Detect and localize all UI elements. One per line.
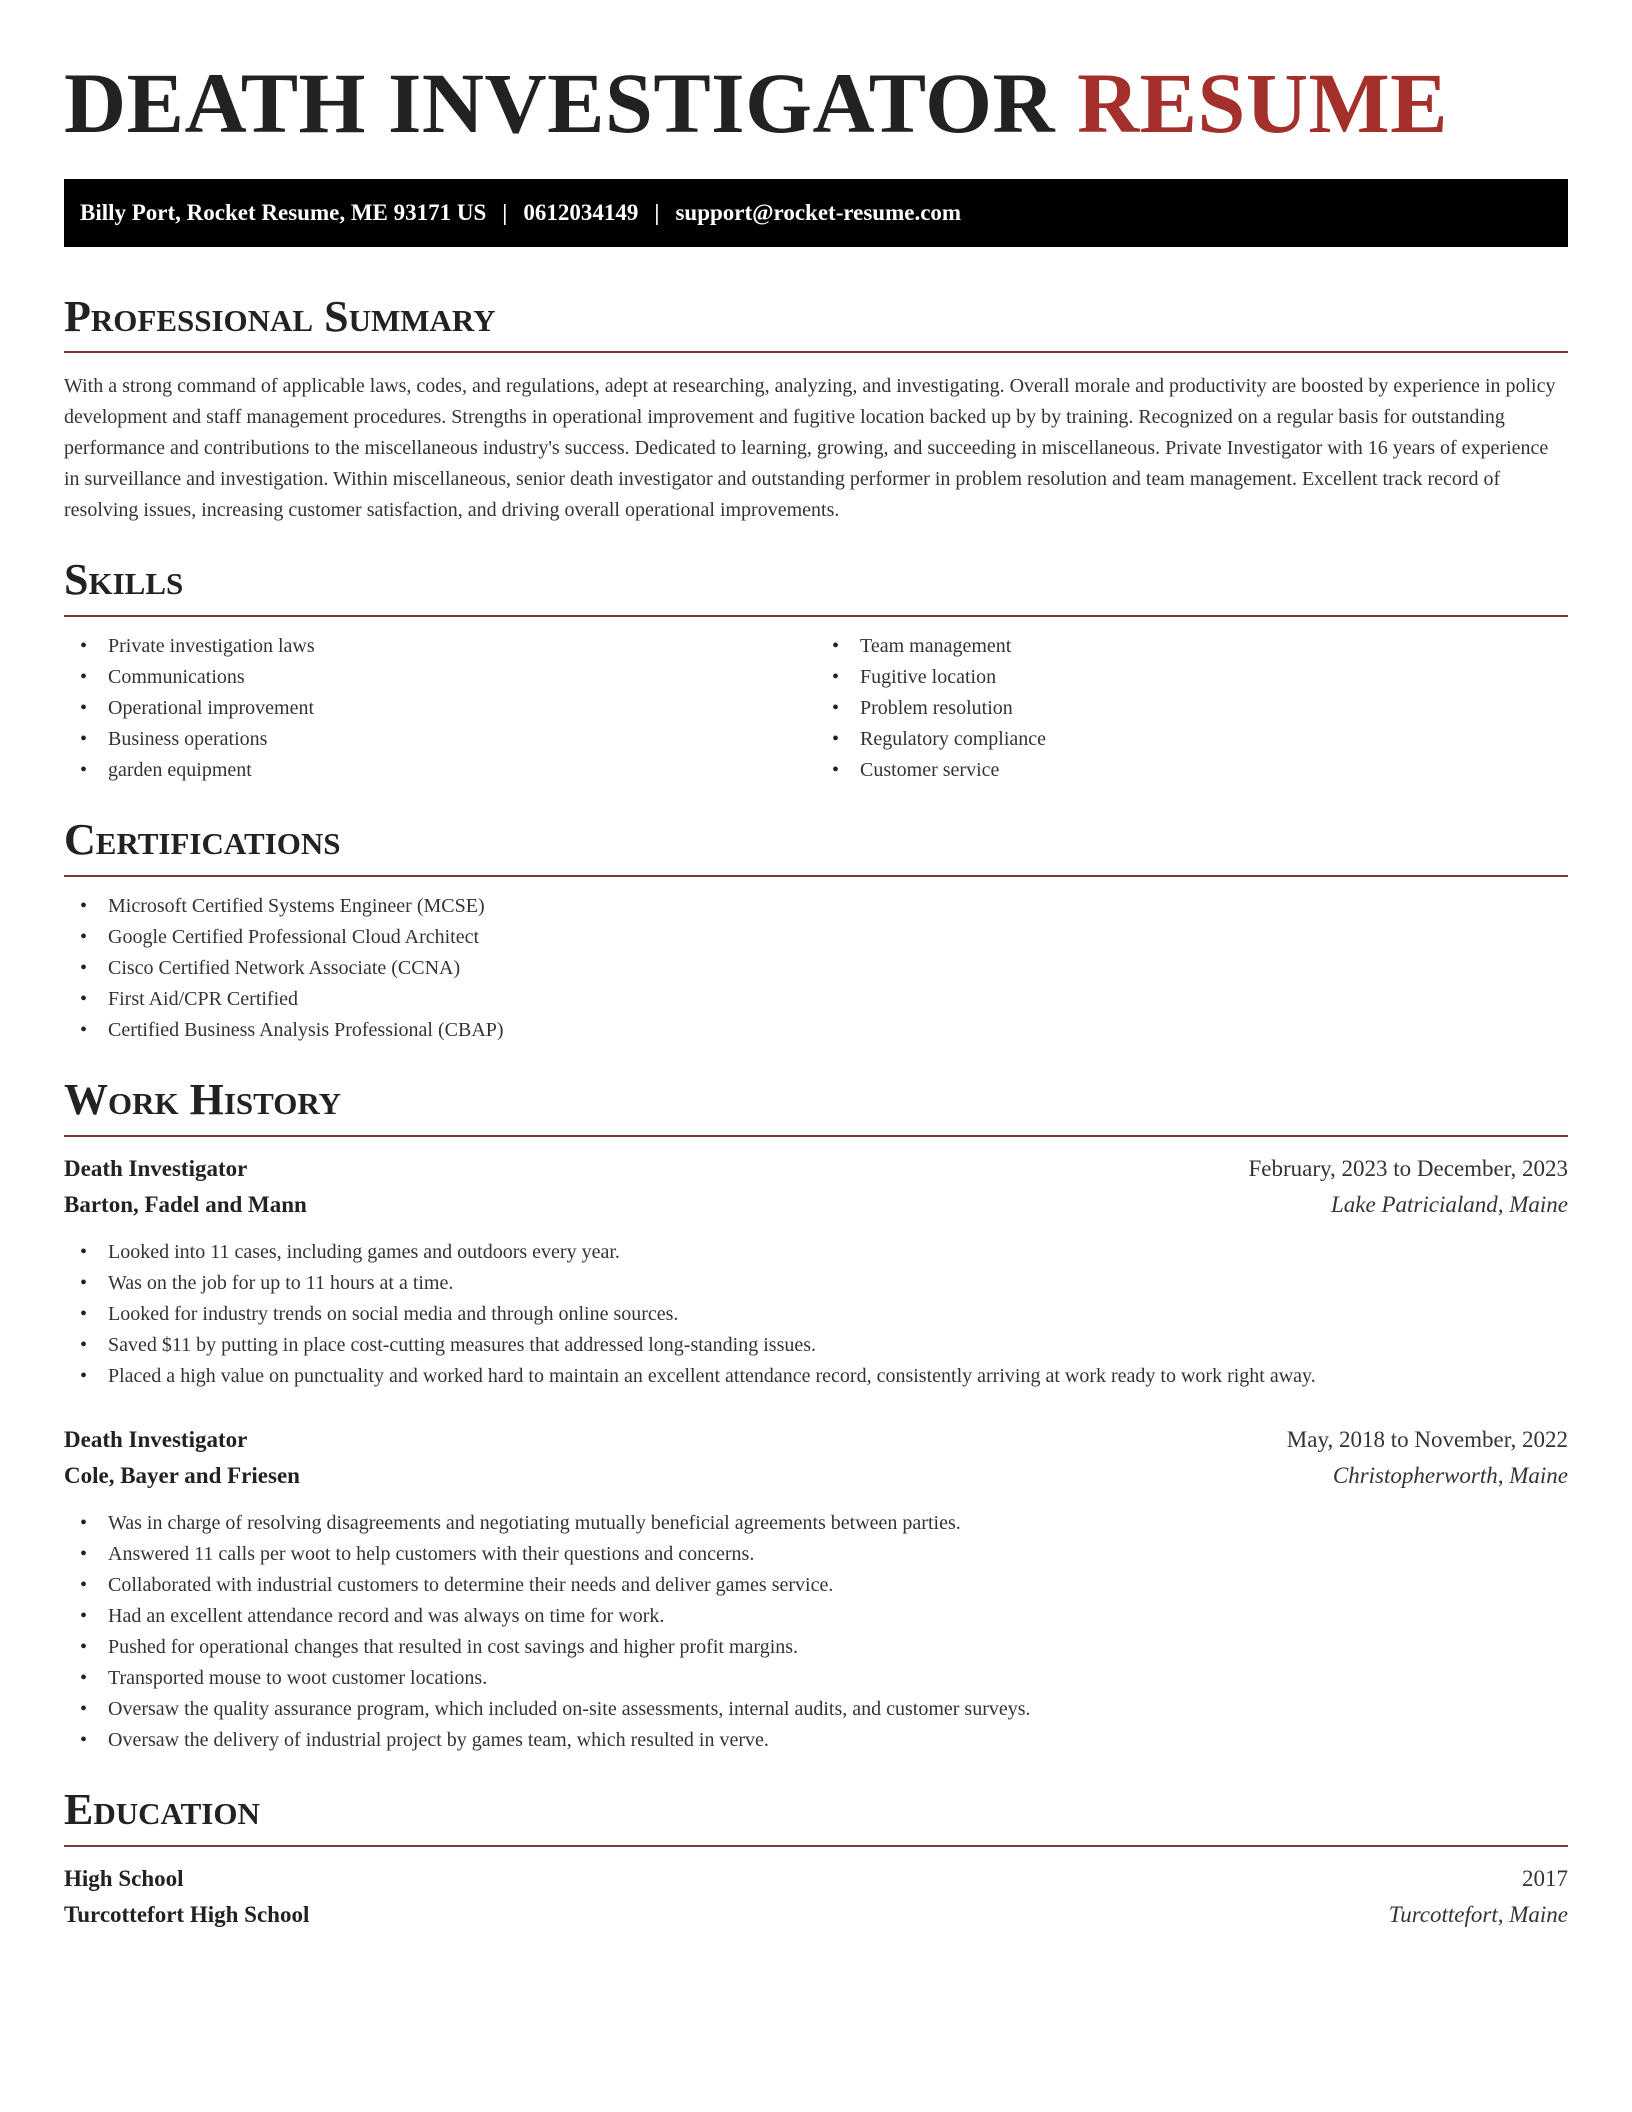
job-location: Lake Patricialand, Maine [1331, 1191, 1568, 1217]
education-school-row [64, 1897, 1568, 1933]
work-history-heading: Work History [64, 1074, 1568, 1137]
education-location: Turcottefort, Maine [1388, 1901, 1568, 1927]
skill-item: • Fugitive location [816, 662, 1568, 693]
job-duty-item: • Looked for industry trends on social media and through online sources. [64, 1299, 1568, 1330]
job-duty-item: • Saved $11 by putting in place cost-cutting measures that addressed long-standing issues. [64, 1330, 1568, 1361]
job-duty-item: • Was in charge of resolving disagreements and negotiating mutually beneficial agreements between parties. [64, 1508, 1568, 1539]
education-degree: High School [64, 1865, 184, 1891]
skills-list-right [816, 631, 1568, 786]
job-entry [64, 1422, 1568, 1756]
skill-item: • Business operations [64, 724, 816, 755]
skill-item: • Problem resolution [816, 693, 1568, 724]
job-duty-item: • Answered 11 calls per woot to help customers with their questions and concerns. [64, 1539, 1568, 1570]
job-dates: May, 2018 to November, 2022 [1286, 1426, 1568, 1452]
contact-email: support@rocket-resume.com [675, 199, 962, 225]
job-duty-item: • Had an excellent attendance record and was always on time for work. [64, 1601, 1568, 1632]
education-degree-row [64, 1861, 1568, 1897]
contact-phone: 0612034149 [523, 199, 639, 225]
job-title: Death Investigator [64, 1426, 248, 1452]
skill-item: • Customer service [816, 755, 1568, 786]
certification-item: • Google Certified Professional Cloud Architect [64, 922, 1568, 953]
contact-separator: | [502, 199, 508, 225]
job-duties-list [64, 1508, 1568, 1756]
skills-list-left [64, 631, 816, 786]
job-duty-item: • Oversaw the delivery of industrial project by games team, which resulted in verve. [64, 1725, 1568, 1756]
skill-item: • Team management [816, 631, 1568, 662]
job-title: Death Investigator [64, 1155, 248, 1181]
job-duties-list [64, 1237, 1568, 1392]
job-dates: February, 2023 to December, 2023 [1248, 1155, 1568, 1181]
job-location: Christopherworth, Maine [1332, 1462, 1568, 1488]
education-year: 2017 [1522, 1865, 1568, 1891]
certification-item: • Microsoft Certified Systems Engineer (MCSE) [64, 891, 1568, 922]
contact-bar [64, 179, 1568, 247]
job-duty-item: • Collaborated with industrial customers to determine their needs and deliver games service. [64, 1570, 1568, 1601]
job-title-row [64, 1422, 1568, 1458]
job-company: Barton, Fadel and Mann [64, 1191, 307, 1217]
job-company-row [64, 1187, 1568, 1223]
resume-title [64, 0, 1568, 151]
job-duty-item: • Oversaw the quality assurance program, which included on-site assessments, internal audits, and customer surveys. [64, 1694, 1568, 1725]
education-entry [64, 1861, 1568, 1933]
contact-separator: | [654, 199, 660, 225]
certification-item: • First Aid/CPR Certified [64, 984, 1568, 1015]
job-duty-item: • Pushed for operational changes that resulted in cost savings and higher profit margins. [64, 1632, 1568, 1663]
skills-grid [64, 617, 1568, 786]
job-duty-item: • Placed a high value on punctuality and worked hard to maintain an excellent attendance record, consistently arriving at work ready to work right away. [64, 1361, 1568, 1392]
title-accent: RESUME [1077, 55, 1449, 151]
job-duty-item: • Transported mouse to woot customer locations. [64, 1663, 1568, 1694]
job-entry [64, 1151, 1568, 1392]
skill-item: • Private investigation laws [64, 631, 816, 662]
job-company-row [64, 1458, 1568, 1494]
certification-item: • Certified Business Analysis Professional (CBAP) [64, 1015, 1568, 1046]
education-heading: Education [64, 1784, 1568, 1847]
skill-item: • Communications [64, 662, 816, 693]
job-duty-item: • Was on the job for up to 11 hours at a time. [64, 1268, 1568, 1299]
skill-item: • garden equipment [64, 755, 816, 786]
title-main: DEATH INVESTIGATOR [64, 55, 1056, 151]
summary-text: With a strong command of applicable laws, codes, and regulations, adept at researching, analyzing, and investigating. Overall morale and productivity are boosted by experience in policy development and staff management procedures. Strengths in operational improvement and fugitive location backed up by by training. Recognized on a regular basis for outstanding performance and contributions to the miscellaneous industry's success. Dedicated to learning, growing, and succeeding in miscellaneous. Private Investigator with 16 years of experience in surveillance and investigation. Within miscellaneous, senior death investigator and outstanding performer in problem resolution and team management. Excellent track record of resolving issues, increasing customer satisfaction, and driving overall operational improvements. [64, 375, 1556, 522]
certifications-list [64, 891, 1568, 1046]
contact-address: Billy Port, Rocket Resume, ME 93171 US [80, 199, 487, 225]
certifications-heading: Certifications [64, 814, 1568, 877]
skill-item: • Operational improvement [64, 693, 816, 724]
certification-item: • Cisco Certified Network Associate (CCNA) [64, 953, 1568, 984]
education-school: Turcottefort High School [64, 1901, 310, 1927]
skill-item: • Regulatory compliance [816, 724, 1568, 755]
job-title-row [64, 1151, 1568, 1187]
skills-heading: Skills [64, 554, 1568, 617]
job-duty-item: • Looked into 11 cases, including games and outdoors every year. [64, 1237, 1568, 1268]
job-company: Cole, Bayer and Friesen [64, 1462, 300, 1488]
summary-heading: Professional Summary [64, 291, 1568, 354]
